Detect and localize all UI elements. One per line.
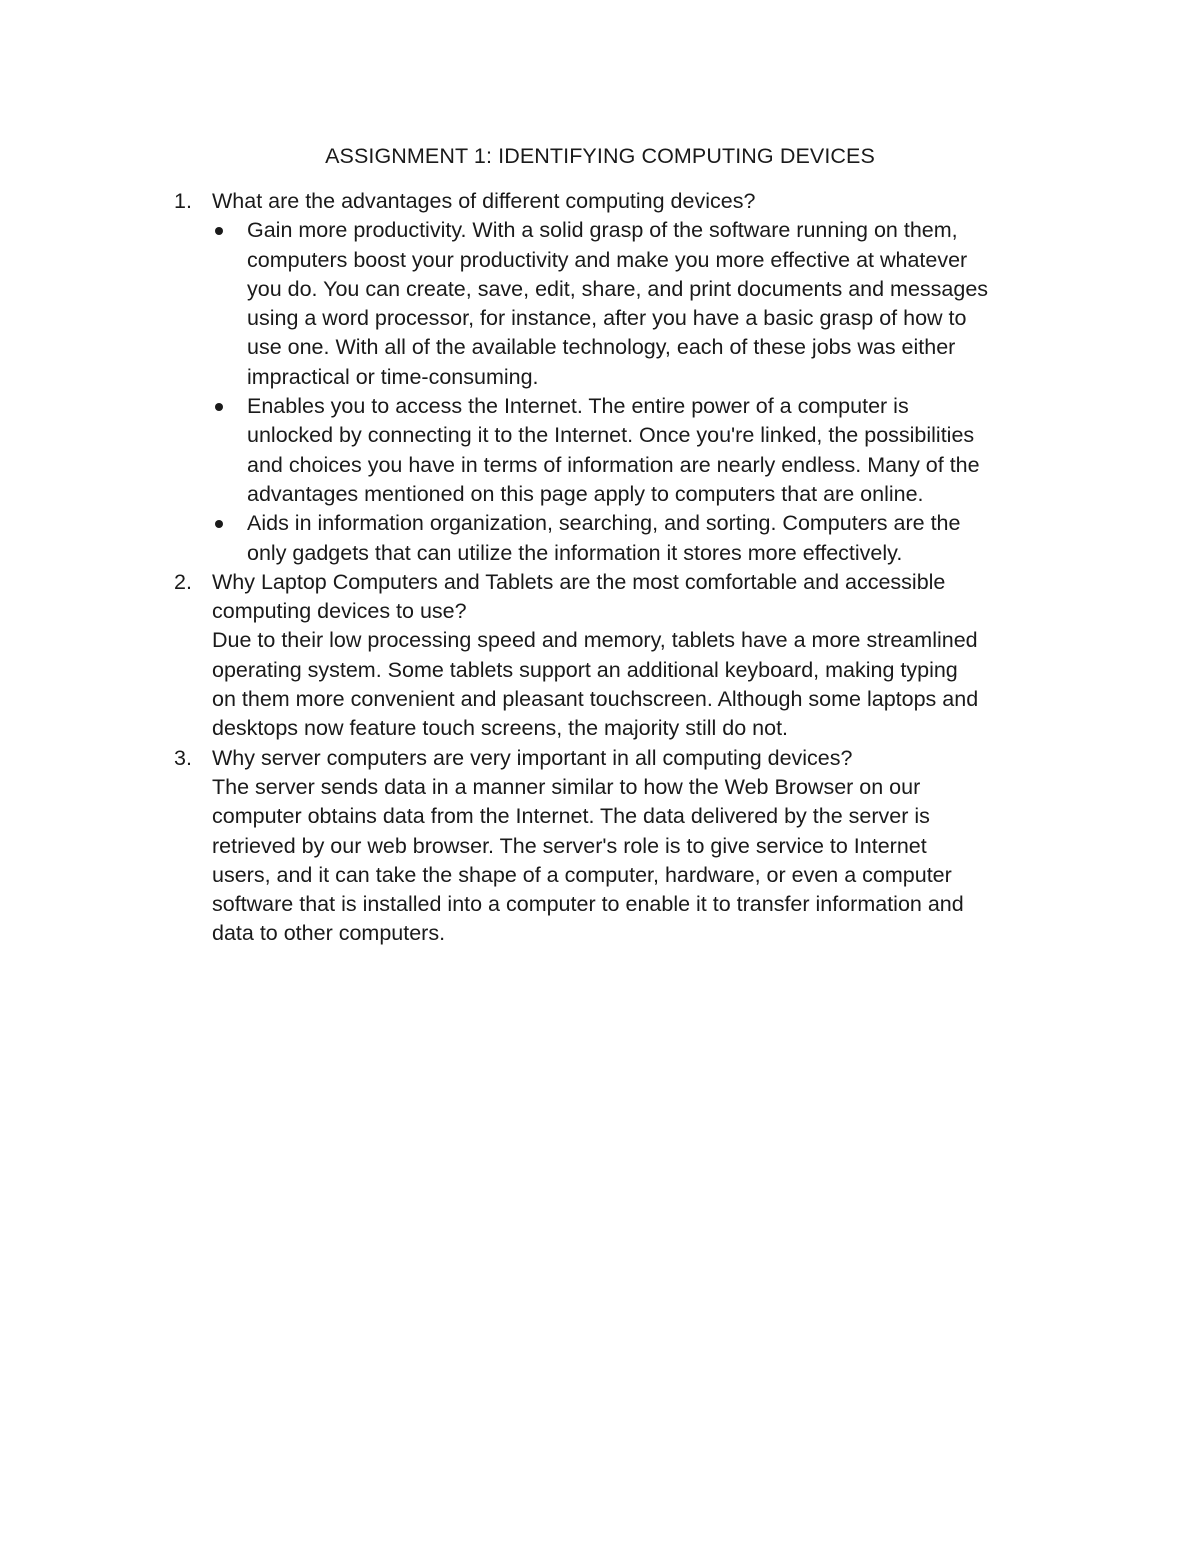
document-title: ASSIGNMENT 1: IDENTIFYING COMPUTING DEVICES xyxy=(325,144,875,168)
answer-line: software that is installed into a computer to enable it to transfer information and xyxy=(212,892,964,917)
answer-line: users, and it can take the shape of a computer, hardware, or even a computer xyxy=(212,862,952,887)
question-item-2 xyxy=(174,568,1074,744)
bullet-dot-icon xyxy=(215,520,223,528)
bullet-item xyxy=(212,216,1074,392)
bullet-item xyxy=(212,509,1074,568)
answer-line: data to other computers. xyxy=(212,921,446,946)
answer-line: The server sends data in a manner similar to how the Web Browser on our xyxy=(212,774,921,799)
question-number: 1. xyxy=(174,189,192,213)
bullet-line: Gain more productivity. With a solid grasp of the software running on them, xyxy=(247,218,958,243)
bullet-line: computers boost your productivity and make you more effective at whatever xyxy=(247,247,968,272)
question-text: computing devices to use? xyxy=(212,599,467,624)
bullet-line: impractical or time-consuming. xyxy=(247,364,539,389)
answer-line: operating system. Some tablets support an additional keyboard, making typing xyxy=(212,657,958,682)
question-number: 3. xyxy=(174,745,192,770)
answer-line: Due to their low processing speed and memory, tablets have a more streamlined xyxy=(212,628,978,653)
bullet-line: use one. With all of the available technology, each of these jobs was either xyxy=(247,335,956,360)
bullet-line: you do. You can create, save, edit, share, and print documents and messages xyxy=(247,276,989,301)
answer-line: retrieved by our web browser. The server's role is to give service to Internet xyxy=(212,833,927,858)
bullet-line: Enables you to access the Internet. The entire power of a computer is xyxy=(247,394,909,419)
bullet-dot-icon xyxy=(215,227,223,235)
bullet-line: advantages mentioned on this page apply to computers that are online. xyxy=(247,481,924,506)
answer-line: desktops now feature touch screens, the majority still do not. xyxy=(212,716,789,741)
question-text: What are the advantages of different computing devices? xyxy=(212,189,756,213)
question-text: Why Laptop Computers and Tablets are the most comfortable and accessible xyxy=(212,569,946,594)
answer-line: on them more convenient and pleasant touchscreen. Although some laptops and xyxy=(212,687,979,712)
bullet-item xyxy=(212,392,1074,509)
question-number: 2. xyxy=(174,569,192,594)
answer-line: computer obtains data from the Internet. The data delivered by the server is xyxy=(212,804,930,829)
bullet-line: Aids in information organization, searching, and sorting. Computers are the xyxy=(247,511,961,536)
question-text: Why server computers are very important in all computing devices? xyxy=(212,745,853,770)
document-body xyxy=(174,187,1074,949)
bullet-line: and choices you have in terms of information are nearly endless. Many of the xyxy=(247,452,980,477)
question-item-3 xyxy=(174,744,1074,949)
bullet-dot-icon xyxy=(215,403,223,411)
question-item-1 xyxy=(174,187,1074,568)
bullet-line: only gadgets that can utilize the information it stores more effectively. xyxy=(247,540,903,565)
bullet-line: using a word processor, for instance, after you have a basic grasp of how to xyxy=(247,306,967,331)
bullet-line: unlocked by connecting it to the Internet. Once you're linked, the possibilities xyxy=(247,423,975,448)
bullet-list xyxy=(212,216,1074,568)
